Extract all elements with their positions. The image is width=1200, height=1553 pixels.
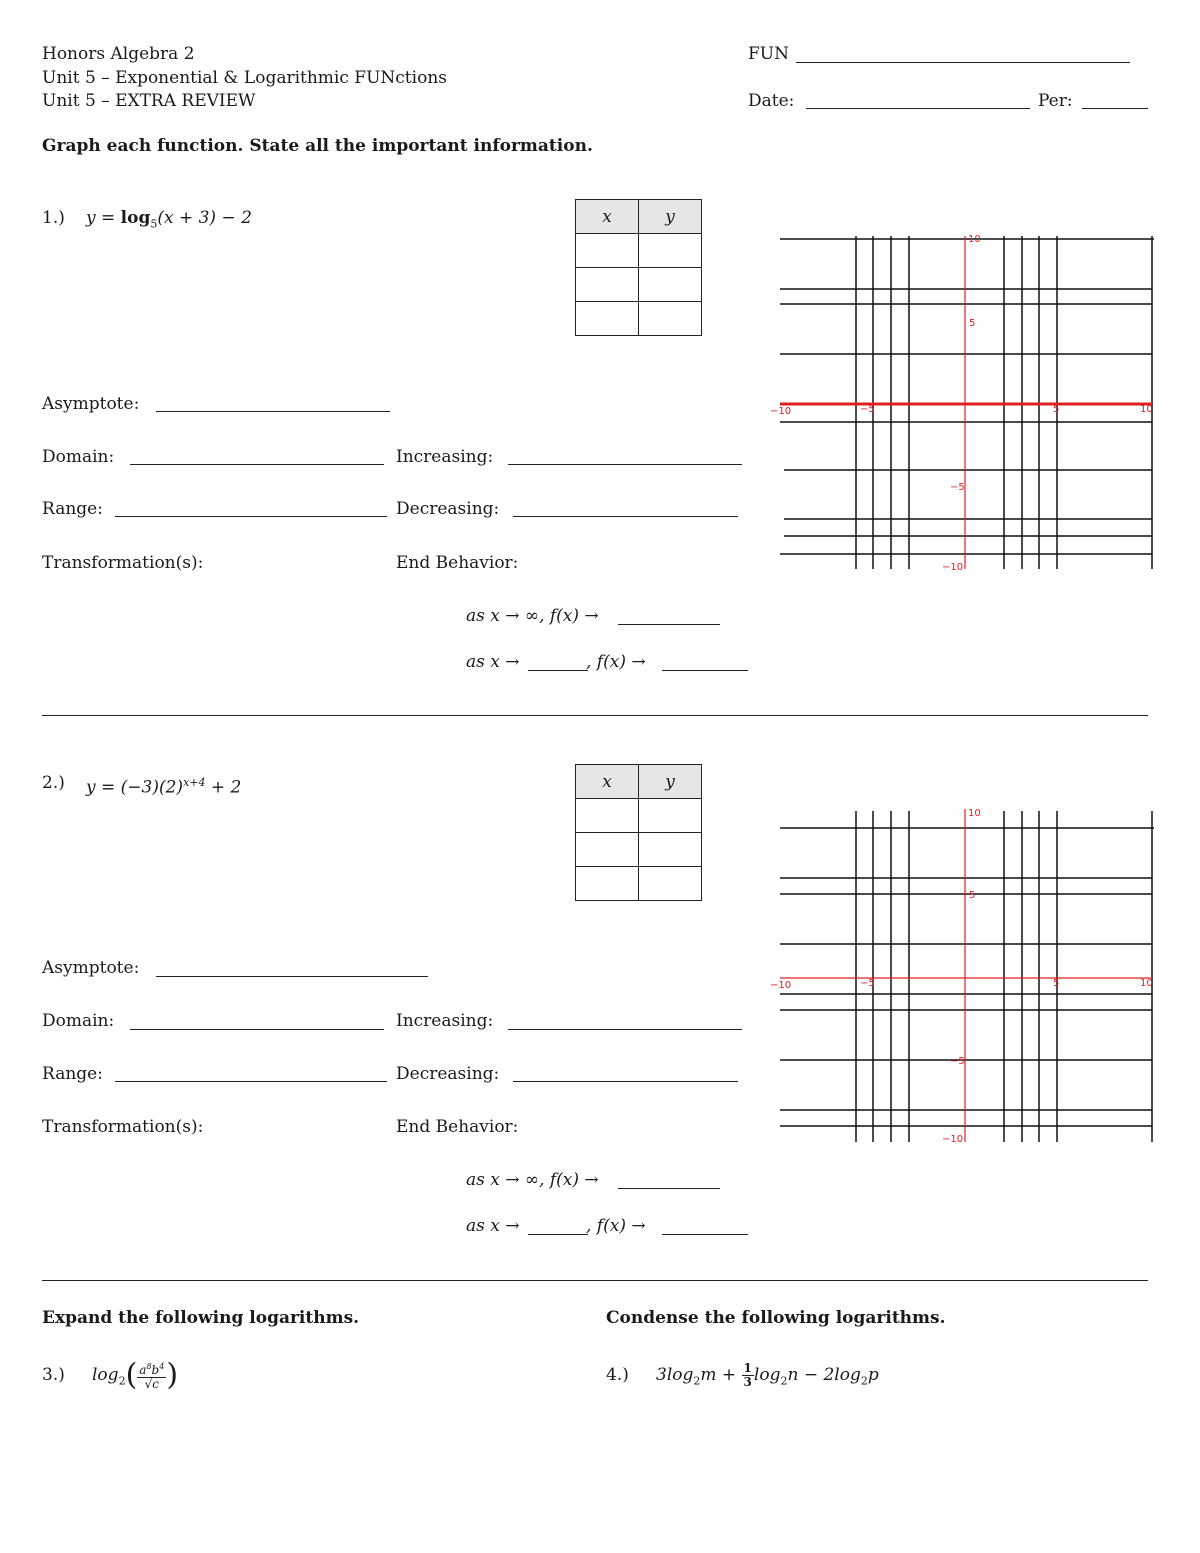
frac-b: b xyxy=(151,1363,160,1377)
cond-frac-den: 3 xyxy=(743,1375,752,1389)
eq2-rhs: + 2 xyxy=(205,777,242,798)
xy-cell[interactable] xyxy=(639,268,702,302)
section-divider xyxy=(42,1280,1148,1281)
frac-b-exp: 4 xyxy=(159,1362,165,1371)
decreasing-field[interactable] xyxy=(513,516,738,517)
eq2-exponent: x+4 xyxy=(183,776,206,789)
y-tick-5: 5 xyxy=(969,318,976,329)
domain-field[interactable] xyxy=(130,1029,384,1030)
cond-frac-num: 1 xyxy=(743,1361,752,1375)
x-tick-neg10: −10 xyxy=(770,980,792,991)
period-field[interactable] xyxy=(1082,108,1148,109)
xy-cell[interactable] xyxy=(576,234,639,268)
xy-header-y: y xyxy=(639,765,702,799)
xy-cell[interactable] xyxy=(576,302,639,336)
problem-2-coordinate-grid[interactable] xyxy=(770,806,1156,1146)
xy-header-x: x xyxy=(576,765,639,799)
expand-log: log xyxy=(92,1365,119,1385)
y-tick-10: 10 xyxy=(968,808,981,819)
x-tick-neg10: −10 xyxy=(770,406,792,417)
domain-label: Domain: xyxy=(42,447,115,467)
cond-t3-base: 2 xyxy=(860,1374,868,1388)
y-tick-neg10: −10 xyxy=(942,1134,964,1145)
section-divider xyxy=(42,715,1148,716)
end-behavior-2-y-field[interactable] xyxy=(662,670,748,671)
y-tick-neg5: −5 xyxy=(950,482,965,493)
problem-2-equation xyxy=(86,773,241,798)
end-behavior-2-x-field[interactable] xyxy=(528,1234,588,1235)
y-tick-10: 10 xyxy=(968,234,981,245)
name-label: FUN xyxy=(748,44,789,64)
end-behavior-2-x-field[interactable] xyxy=(528,670,588,671)
date-field[interactable] xyxy=(806,108,1030,109)
xy-cell[interactable] xyxy=(639,302,702,336)
condense-heading: Condense the following logarithms. xyxy=(606,1308,946,1328)
cond-t3-var: p xyxy=(867,1365,879,1385)
problem-1-coordinate-grid[interactable] xyxy=(770,232,1156,573)
increasing-field[interactable] xyxy=(508,464,742,465)
expand-heading: Expand the following logarithms. xyxy=(42,1308,360,1328)
expand-base: 2 xyxy=(118,1374,126,1388)
cond-fraction xyxy=(742,1362,754,1389)
asymptote-label: Asymptote: xyxy=(42,394,140,414)
x-tick-neg5: −5 xyxy=(860,404,875,415)
xy-cell[interactable] xyxy=(576,268,639,302)
end-behavior-2-mid: , f(x) → xyxy=(586,1216,646,1236)
problem-2-number: 2.) xyxy=(42,773,65,793)
end-behavior-1-field[interactable] xyxy=(618,624,720,625)
xy-cell[interactable] xyxy=(576,799,639,833)
transformations-label: Transformation(s): xyxy=(42,1117,204,1137)
cond-t2: log xyxy=(753,1365,781,1385)
range-label: Range: xyxy=(42,1064,103,1084)
date-label: Date: xyxy=(748,91,795,111)
problem-3-expression: $\log_2$( $\frac{a^8b^4}{√c}$ ) xyxy=(92,1357,179,1393)
domain-field[interactable] xyxy=(130,464,384,465)
problem-1-xy-table xyxy=(575,199,702,336)
x-tick-5: 5 xyxy=(1053,978,1060,989)
graph-instruction: Graph each function. State all the important information. xyxy=(42,136,593,156)
asymptote-label: Asymptote: xyxy=(42,958,140,978)
range-field[interactable] xyxy=(115,516,387,517)
period-label: Per: xyxy=(1038,91,1073,111)
range-field[interactable] xyxy=(115,1081,387,1082)
frac-den: √c xyxy=(144,1377,159,1391)
eq1-arg: (x + 3) − 2 xyxy=(157,208,252,228)
expand-fraction xyxy=(137,1360,166,1391)
cond-t1-var: m + xyxy=(700,1365,742,1385)
decreasing-label: Decreasing: xyxy=(396,1064,500,1084)
y-tick-neg5: −5 xyxy=(950,1056,965,1067)
problem-1-equation xyxy=(86,208,252,234)
x-tick-5: 5 xyxy=(1053,404,1060,415)
end-behavior-2-y-field[interactable] xyxy=(662,1234,748,1235)
eq2-lhs: y = (−3)(2) xyxy=(86,777,184,798)
cond-t1: 3log xyxy=(656,1365,694,1385)
eq1-base: 5 xyxy=(150,217,158,231)
y-tick-neg10: −10 xyxy=(942,562,964,573)
cond-t2-base: 2 xyxy=(780,1374,788,1388)
xy-cell[interactable] xyxy=(576,833,639,867)
problem-1-number: 1.) xyxy=(42,208,65,228)
end-behavior-1-field[interactable] xyxy=(618,1188,720,1189)
end-behavior-1: as x → ∞, f(x) → xyxy=(466,606,599,626)
name-field[interactable] xyxy=(796,62,1130,63)
range-label: Range: xyxy=(42,499,103,519)
problem-3-number: 3.) xyxy=(42,1365,65,1385)
unit-title: Unit 5 – Exponential & Logarithmic FUNctions xyxy=(42,68,447,88)
x-tick-10: 10 xyxy=(1140,978,1153,989)
frac-a-exp: 8 xyxy=(146,1362,152,1371)
x-tick-neg5: −5 xyxy=(860,978,875,989)
asymptote-field[interactable] xyxy=(156,976,428,977)
xy-cell[interactable] xyxy=(639,799,702,833)
decreasing-field[interactable] xyxy=(513,1081,738,1082)
problem-4-expression xyxy=(656,1352,879,1398)
eq1-lhs: y = xyxy=(86,208,121,228)
cond-t2-var: n − 2log xyxy=(787,1365,861,1385)
increasing-field[interactable] xyxy=(508,1029,742,1030)
xy-header-x: x xyxy=(576,200,639,234)
eq1-log: log xyxy=(120,208,151,228)
review-title: Unit 5 – EXTRA REVIEW xyxy=(42,91,256,111)
end-behavior-2: as x → xyxy=(466,652,520,672)
frac-a: a xyxy=(139,1363,147,1377)
x-tick-10: 10 xyxy=(1140,404,1153,415)
transformations-label: Transformation(s): xyxy=(42,553,204,573)
end-behavior-label: End Behavior: xyxy=(396,1117,519,1137)
increasing-label: Increasing: xyxy=(396,447,494,467)
problem-2-xy-table xyxy=(575,764,702,901)
end-behavior-2: as x → xyxy=(466,1216,520,1236)
course-title: Honors Algebra 2 xyxy=(42,44,195,64)
increasing-label: Increasing: xyxy=(396,1011,494,1031)
xy-cell[interactable] xyxy=(639,234,702,268)
problem-4-number: 4.) xyxy=(606,1365,629,1385)
domain-label: Domain: xyxy=(42,1011,115,1031)
end-behavior-2-mid: , f(x) → xyxy=(586,652,646,672)
decreasing-label: Decreasing: xyxy=(396,499,500,519)
xy-cell[interactable] xyxy=(576,867,639,901)
asymptote-field[interactable] xyxy=(156,411,390,412)
y-tick-5: 5 xyxy=(969,890,976,901)
end-behavior-1: as x → ∞, f(x) → xyxy=(466,1170,599,1190)
cond-t1-base: 2 xyxy=(693,1374,701,1388)
end-behavior-label: End Behavior: xyxy=(396,553,519,573)
xy-header-y: y xyxy=(639,200,702,234)
xy-cell[interactable] xyxy=(639,867,702,901)
xy-cell[interactable] xyxy=(639,833,702,867)
